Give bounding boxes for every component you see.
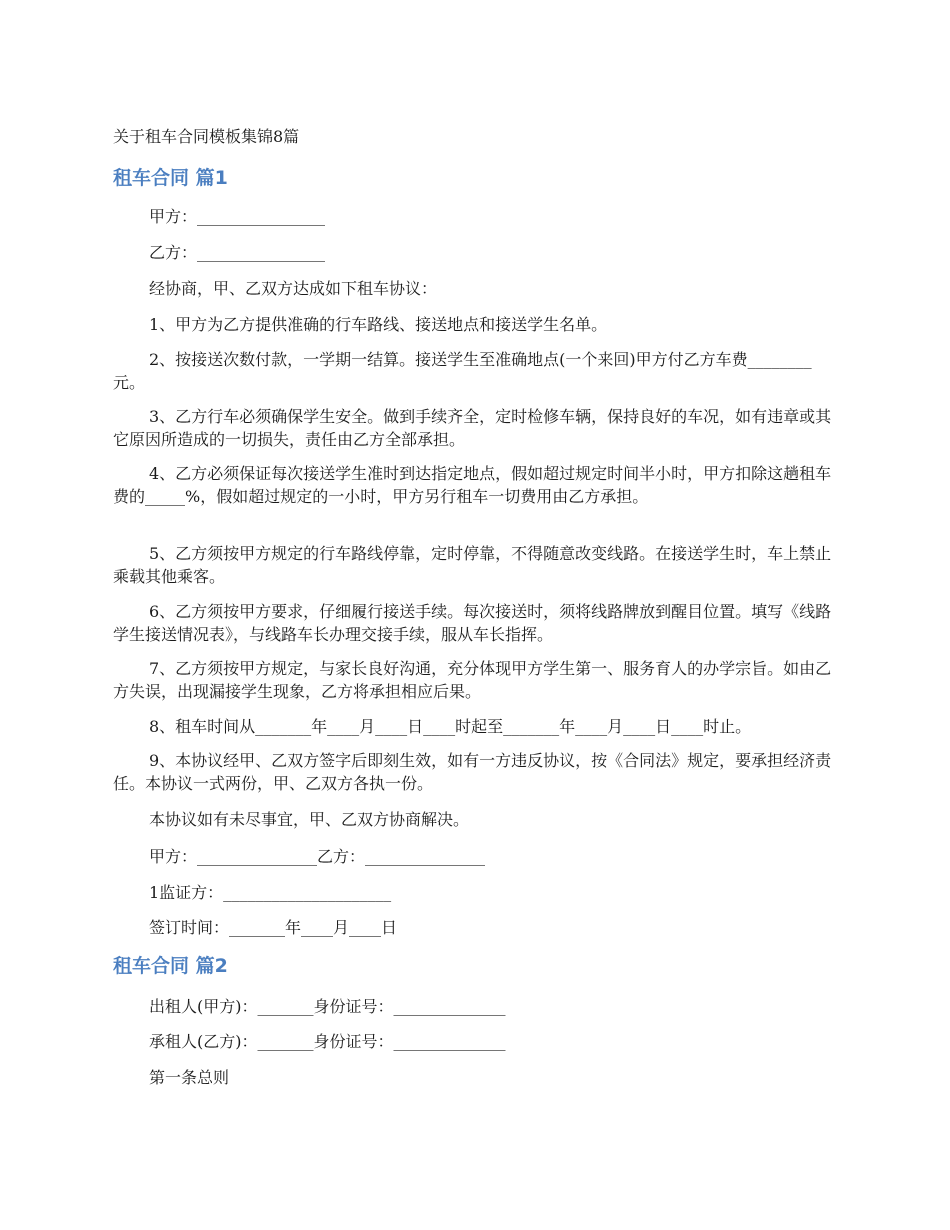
sign-date-line: 签订时间：_______年____月____日	[149, 918, 398, 937]
clause-9: 9、本协议经甲、乙双方签字后即刻生效，如有一方违反协议，按《合同法》规定，要承担经济责任。本协议一式两份，甲、乙双方各执一份。	[113, 751, 832, 793]
article-1-heading: 第一条总则	[149, 1068, 230, 1087]
clause-2: 2、按接送次数付款，一学期一结算。接送学生至准确地点(一个来回)甲方付乙方车费________元。	[113, 350, 812, 392]
witness-line: 1监证方：_____________________	[149, 883, 392, 902]
section-2-heading: 租车合同 篇2	[113, 955, 228, 977]
clause-3: 3、乙方行车必须确保学生安全。做到手续齐全，定时检修车辆，保持良好的车况，如有违章或其它原因所造成的一切损失，责任由乙方全部承担。	[113, 407, 832, 449]
agreement-intro: 经协商，甲、乙双方达成如下租车协议：	[149, 279, 438, 298]
party-b-line: 乙方：________________	[149, 243, 326, 262]
signature-line: 甲方：_______________乙方：_______________	[149, 847, 486, 866]
party-a-line: 甲方：________________	[149, 207, 326, 226]
clause-7: 7、乙方须按甲方规定，与家长良好沟通，充分体现甲方学生第一、服务育人的办学宗旨。如由乙方失误，出现漏接学生现象，乙方将承担相应后果。	[113, 659, 832, 701]
clause-1: 1、甲方为乙方提供准确的行车路线、接送地点和接送学生名单。	[149, 315, 608, 334]
clause-4: 4、乙方必须保证每次接送学生准时到达指定地点，假如超过规定时间半小时，甲方扣除这趟租车费的_____%，假如超过规定的一小时，甲方另行租车一切费用由乙方承担。	[113, 464, 832, 506]
section-1-heading: 租车合同 篇1	[113, 167, 228, 189]
clause-6: 6、乙方须按甲方要求，仔细履行接送手续。每次接送时，须将线路牌放到醒目位置。填写《线路学生接送情况表》，与线路车长办理交接手续，服从车长指挥。	[113, 602, 832, 644]
document-title: 关于租车合同模板集锦8篇	[113, 127, 300, 146]
lessee-line: 承租人(乙方)：_______身份证号：______________	[149, 1032, 506, 1051]
lessor-line: 出租人(甲方)：_______身份证号：______________	[149, 997, 506, 1016]
clause-8: 8、租车时间从_______年____月____日____时起至_______年____月____日____时止。	[149, 717, 752, 736]
clause-5: 5、乙方须按甲方规定的行车路线停靠，定时停靠，不得随意改变线路。在接送学生时，车上禁止乘载其他乘客。	[113, 544, 832, 586]
closing-statement: 本协议如有未尽事宜，甲、乙双方协商解决。	[149, 810, 470, 829]
